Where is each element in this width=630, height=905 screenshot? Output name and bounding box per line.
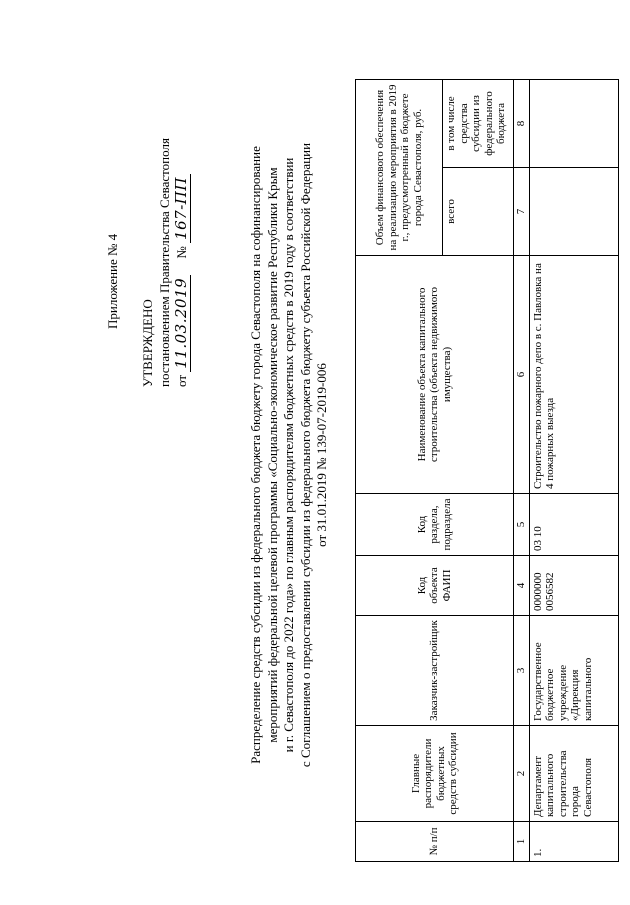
column-number: 3 xyxy=(514,616,530,726)
heading-line: мероприятий федеральной целевой программы «Социально-экономическое развитие Республики Крым xyxy=(264,167,280,743)
header-cell-financing: Объем финансового обеспечения на реализацию мероприятия в 2019 г., предусмотренный в бюджете города Севастополя, руб. xyxy=(356,79,443,255)
distribution-table xyxy=(355,79,619,862)
header-cell-section-code: Код раздела, подраздела xyxy=(356,494,514,556)
column-number: 5 xyxy=(514,494,530,556)
approved-label: УТВЕРЖДЕНО xyxy=(140,299,155,387)
row-distributor: Департамент капитального строительства города Севастополя xyxy=(529,726,618,822)
header-cell-federal: в том числе средства субсидии из федерального бюджета xyxy=(443,79,514,167)
row-faip-code: 0000000 0056582 xyxy=(529,556,618,616)
approved-by: постановлением Правительства Севастополя xyxy=(157,138,172,387)
column-number: 1 xyxy=(514,822,530,862)
heading-line: от 31.01.2019 № 139-07-2019-006 xyxy=(314,363,329,547)
header-cell-faip-code: Код объекта ФАИП xyxy=(356,556,514,616)
heading-line: и г. Севастополя до 2022 года» по главным распорядителям бюджетных средств в 2019 году в соответствии xyxy=(281,157,296,753)
column-number-row xyxy=(514,79,530,861)
table-row xyxy=(529,79,618,861)
table-header-row xyxy=(356,79,443,861)
row-customer: Государственное бюджетное учреждение «Дирекция капитального xyxy=(529,616,618,726)
header-cell-total: всего xyxy=(443,168,514,256)
heading-line: с Соглашением о предоставлении субсидии из федерального бюджета бюджету субъекта Российской Федерации xyxy=(297,142,313,768)
column-number: 2 xyxy=(514,726,530,822)
column-number: 8 xyxy=(514,79,530,167)
number-label: № xyxy=(174,246,189,259)
header-cell-num: № п/п xyxy=(356,822,514,862)
row-section-code: 03 10 xyxy=(529,494,618,556)
row-total xyxy=(529,168,618,256)
handwritten-date: 11.03.2019 xyxy=(173,275,191,372)
header-cell-distributor: Главные распорядители бюджетных средств субсидии xyxy=(356,726,514,822)
column-number: 7 xyxy=(514,168,530,256)
row-object-name: Строительство пожарного депо в с. Павловка на 4 пожарных выезда xyxy=(529,256,618,494)
header-cell-customer: Заказчик-застройщик xyxy=(356,616,514,726)
heading-line: Распределение средств субсидии из федерального бюджета бюджету города Севастополя на софинансирование xyxy=(248,146,263,764)
appendix-number: Приложение № 4 xyxy=(105,233,120,329)
from-label: от xyxy=(174,374,189,387)
column-number: 6 xyxy=(514,256,530,494)
document-heading xyxy=(248,45,331,865)
approval-block xyxy=(104,7,191,387)
column-number: 4 xyxy=(514,556,530,616)
header-cell-object-name: Наименование объекта капитального строительства (объекта недвижимого имущества) xyxy=(356,256,514,494)
row-num: 1. xyxy=(529,822,618,862)
row-federal xyxy=(529,79,618,167)
approval-date-line xyxy=(173,7,191,387)
handwritten-number: 167-ПП xyxy=(173,174,191,243)
